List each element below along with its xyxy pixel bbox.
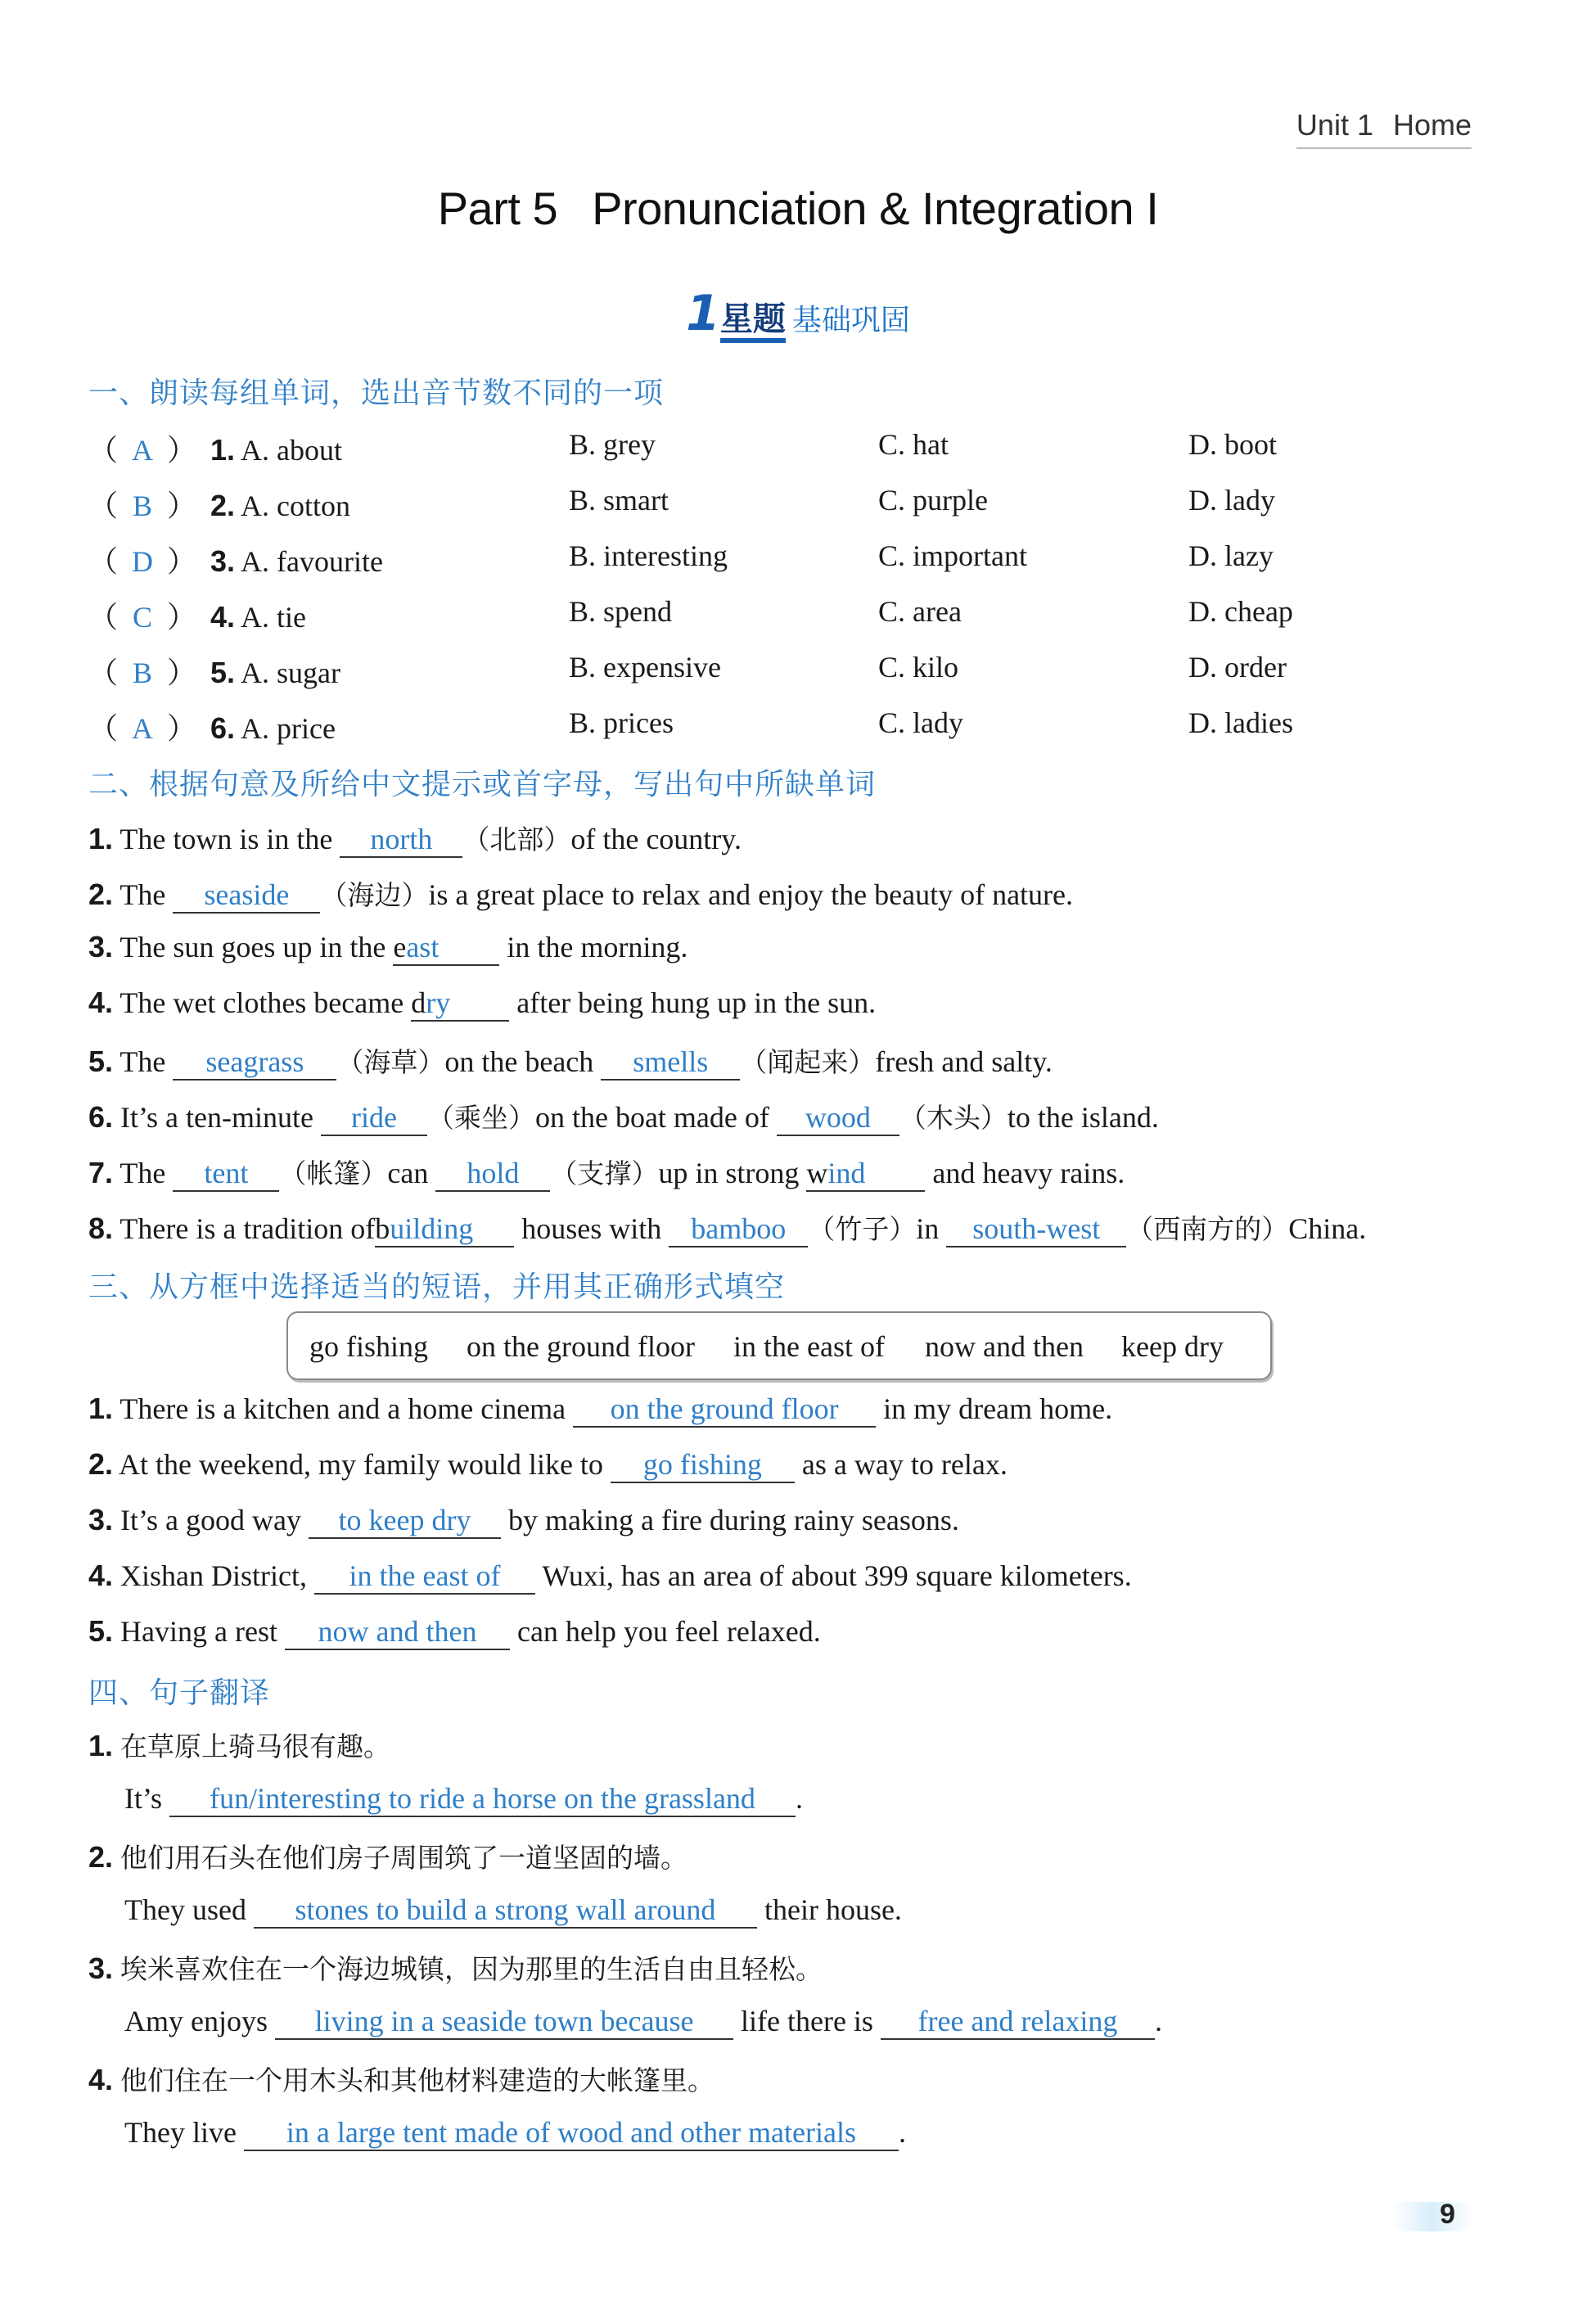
question-number: 4. [88, 2063, 114, 2096]
s3-question-3 [88, 1503, 959, 1539]
text: The [119, 1157, 166, 1189]
s1-item-6-option-b: B. prices [569, 706, 674, 739]
chinese-sentence: 在草原上骑马很有趣。 [120, 1730, 391, 1762]
chinese-hint: （木头） [899, 1102, 1008, 1134]
answer: C [133, 601, 153, 634]
answer-blank: on the ground floor [573, 1392, 876, 1428]
question-number: 3. [88, 930, 114, 963]
chinese-hint: （西南方的） [1126, 1213, 1289, 1245]
s1-item-5-option-b: B. expensive [569, 651, 721, 684]
s3-question-5 [88, 1614, 821, 1650]
chinese-sentence: 他们住在一个用木头和其他材料建造的大帐篷里。 [120, 2064, 715, 2096]
question-number: 1. [88, 1729, 114, 1762]
s1-item-4-option-b: B. spend [569, 595, 672, 628]
chinese-sentence: 他们用石头在他们房子周围筑了一道坚固的墙。 [120, 1842, 688, 1874]
phrase-item: now and then [925, 1330, 1084, 1363]
s2-question-1 [88, 819, 742, 858]
text: their house. [764, 1893, 902, 1926]
s1-item-1 [88, 427, 342, 469]
question-number: 4. [210, 600, 236, 634]
text: of the country. [570, 823, 742, 855]
s1-item-4-option-d: D. cheap [1188, 595, 1293, 628]
paren-open: （ [88, 712, 119, 745]
text: The town is in the [119, 823, 333, 855]
option-a: A. about [241, 434, 343, 467]
s2-question-7 [88, 1153, 1125, 1192]
paren-close: ） [167, 712, 197, 745]
s1-item-3-option-c: C. important [878, 539, 1027, 572]
text: up in strong [658, 1157, 800, 1189]
answer: ast [406, 931, 440, 963]
star-number: 1 [686, 285, 720, 342]
answer-blank: living in a seaside town because [275, 2005, 733, 2040]
answer: A [132, 434, 154, 467]
option-a: A. sugar [241, 656, 341, 689]
s1-item-2-option-d: D. lady [1188, 484, 1275, 517]
phrase-box [286, 1311, 1272, 1380]
s1-item-4 [88, 594, 306, 636]
given-letter: e [393, 931, 407, 963]
star-sub-label: 基础巩固 [791, 304, 910, 337]
answer-blank: wood [777, 1101, 899, 1136]
chinese-hint: （海边） [320, 879, 429, 911]
paren-open: （ [88, 601, 119, 634]
s4-question-2-prompt [88, 1837, 688, 1875]
text: and heavy rains. [932, 1157, 1125, 1189]
text: is a great place to relax and enjoy the beauty of nature. [428, 878, 1074, 911]
chinese-hint: （竹子） [808, 1213, 917, 1245]
question-number: 2. [88, 878, 114, 911]
chinese-sentence: 埃米喜欢住在一个海边城镇，因为那里的生活自由且轻松。 [120, 1953, 823, 1985]
section-4-heading: 四、句子翻译 [88, 1676, 271, 1710]
s1-item-5-option-c: C. kilo [878, 651, 959, 684]
option-a: A. favourite [241, 545, 383, 578]
question-number: 4. [88, 986, 114, 1019]
text: The sun goes up in the [119, 931, 386, 963]
answer-blank: north [340, 823, 462, 858]
s3-question-1 [88, 1392, 1112, 1428]
s4-question-1-prompt [88, 1726, 390, 1764]
answer-blank: seagrass [173, 1045, 336, 1081]
paren-open: （ [88, 490, 119, 522]
s1-item-2-option-c: C. purple [878, 484, 988, 517]
answer: ry [426, 986, 451, 1019]
s2-question-8 [88, 1208, 1366, 1247]
answer-paren [88, 539, 203, 580]
option-a: A. price [241, 712, 336, 745]
question-number: 3. [88, 1503, 114, 1536]
s1-item-3-option-d: D. lazy [1188, 539, 1274, 572]
phrase-item: in the east of [733, 1330, 885, 1363]
text: Wuxi, has an area of about 399 square kilometers. [542, 1559, 1132, 1592]
question-number: 3. [210, 544, 236, 578]
chinese-hint: （帐篷） [279, 1157, 388, 1189]
text: The [119, 878, 166, 911]
s1-item-6 [88, 706, 336, 747]
s4-question-2-answer [124, 1893, 902, 1929]
given-letter: w [806, 1157, 828, 1189]
answer-paren [88, 427, 203, 469]
page-title [0, 182, 1596, 235]
paren-close: ） [167, 601, 197, 634]
text: There is a kitchen and a home cinema [119, 1392, 566, 1425]
s1-item-2-option-b: B. smart [569, 484, 669, 517]
text: in [916, 1212, 940, 1245]
s4-question-4-prompt [88, 2060, 715, 2098]
option-a: A. cotton [241, 490, 351, 522]
text: The [119, 1045, 166, 1078]
answer-blank: free and relaxing [881, 2005, 1155, 2040]
text: by making a fire during rainy seasons. [508, 1504, 959, 1536]
text: It’s [124, 1782, 163, 1815]
given-letter: d [411, 986, 426, 1019]
text: There is a tradition of [119, 1212, 376, 1245]
text: can help you feel relaxed. [516, 1615, 821, 1648]
chinese-hint: （闻起来） [740, 1046, 876, 1078]
paren-open: （ [88, 545, 119, 578]
s1-item-6-option-c: C. lady [878, 706, 963, 739]
s2-question-3 [88, 930, 688, 966]
answer-blank: in the east of [314, 1559, 535, 1595]
s2-question-5 [88, 1041, 1053, 1081]
option-a: A. tie [241, 601, 307, 634]
star-level-badge [0, 285, 1596, 342]
text: after being hung up in the sun. [516, 986, 877, 1019]
answer-blank: now and then [285, 1615, 510, 1650]
s1-item-6-option-d: D. ladies [1188, 706, 1293, 739]
page-number: 9 [1440, 2199, 1455, 2230]
question-number: 3. [88, 1951, 114, 1985]
chinese-hint: （北部） [462, 823, 571, 855]
answer-blank [806, 1157, 925, 1192]
unit-label: Unit 1 [1296, 108, 1373, 142]
text: They live [124, 2116, 237, 2149]
text: It’s a good way [120, 1504, 301, 1536]
period: . [796, 1782, 804, 1815]
phrase-item: keep dry [1121, 1330, 1224, 1363]
s1-item-3-option-b: B. interesting [569, 539, 728, 572]
text: Amy enjoys [124, 2005, 268, 2037]
s1-item-5-option-d: D. order [1188, 651, 1287, 684]
answer-blank: smells [601, 1045, 740, 1081]
answer-paren [88, 594, 203, 636]
answer-blank: fun/interesting to ride a horse on the grassland [169, 1782, 796, 1817]
text: on the boat made of [534, 1101, 769, 1134]
answer-blank: hold [435, 1157, 550, 1192]
text: as a way to relax. [801, 1448, 1008, 1481]
question-number: 4. [88, 1559, 114, 1592]
answer-paren [88, 706, 203, 747]
s1-item-1-option-c: C. hat [878, 428, 949, 461]
text: in my dream home. [883, 1392, 1113, 1425]
answer: ind [827, 1157, 866, 1189]
part-label: Part 5 [437, 183, 558, 234]
s1-item-1-option-b: B. grey [569, 428, 656, 461]
answer-blank: stones to build a strong wall around [254, 1893, 757, 1929]
answer-blank: go fishing [611, 1448, 795, 1483]
text: life there is [741, 2005, 873, 2037]
section-3-heading: 三、从方框中选择适当的短语，并用其正确形式填空 [88, 1270, 786, 1304]
answer-blank: bamboo [669, 1212, 808, 1247]
answer: B [133, 656, 153, 689]
text: on the beach [444, 1045, 594, 1078]
paren-close: ） [167, 434, 197, 467]
answer-blank: in a large tent made of wood and other materials [244, 2116, 899, 2151]
question-number: 5. [88, 1614, 114, 1648]
text: Xishan District, [120, 1559, 308, 1592]
phrase-item: go fishing [309, 1330, 429, 1363]
question-number: 8. [88, 1211, 114, 1245]
answer: B [133, 490, 153, 522]
question-number: 2. [210, 489, 236, 522]
part-name: Pronunciation & Integration I [592, 183, 1159, 234]
answer-blank: to keep dry [309, 1504, 501, 1539]
period: . [1154, 2005, 1162, 2037]
answer-blank [393, 931, 499, 966]
text: They used [124, 1893, 246, 1926]
s2-question-2 [88, 874, 1073, 914]
s1-item-3 [88, 539, 383, 580]
page-number-background [1391, 2202, 1473, 2231]
answer-blank [411, 986, 509, 1022]
s4-question-3-answer [124, 2004, 1162, 2040]
answer-paren [88, 650, 203, 692]
given-letter: b [375, 1212, 390, 1245]
period: . [898, 2116, 906, 2149]
text: to the island. [1007, 1101, 1159, 1134]
s1-item-4-option-c: C. area [878, 595, 962, 628]
paren-open: （ [88, 656, 119, 689]
section-1-heading: 一、朗读每组单词，选出音节数不同的一项 [88, 377, 665, 410]
text: It’s a ten-minute [120, 1101, 313, 1134]
answer-paren [88, 483, 203, 525]
s4-question-1-answer [124, 1781, 803, 1817]
chinese-hint: （海草） [336, 1046, 445, 1078]
question-number: 6. [88, 1100, 114, 1134]
text: in the morning. [507, 931, 688, 963]
text: The wet clothes became [119, 986, 404, 1019]
paren-close: ） [167, 490, 197, 522]
question-number: 1. [88, 822, 114, 855]
section-2-heading: 二、根据句意及所给中文提示或首字母，写出句中所缺单词 [88, 768, 877, 801]
question-number: 5. [210, 656, 236, 689]
s2-question-6 [88, 1097, 1159, 1136]
s3-question-4 [88, 1559, 1132, 1595]
answer-blank: seaside [173, 878, 320, 914]
question-number: 6. [210, 711, 236, 745]
answer: D [132, 545, 154, 578]
unit-header [1296, 108, 1472, 149]
question-number: 1. [88, 1392, 114, 1425]
text: can [387, 1157, 429, 1189]
unit-topic: Home [1392, 108, 1472, 142]
question-number: 2. [88, 1840, 114, 1874]
chinese-hint: （乘坐） [426, 1102, 535, 1134]
s4-question-3-prompt [88, 1948, 823, 1987]
text: At the weekend, my family would like to [119, 1448, 603, 1481]
phrase-item: on the ground floor [467, 1330, 695, 1363]
answer-blank: south-west [946, 1212, 1126, 1247]
s4-question-4-answer [124, 2115, 906, 2151]
text: houses with [521, 1212, 662, 1245]
question-number: 7. [88, 1156, 114, 1189]
question-number: 1. [210, 433, 236, 467]
answer: uilding [390, 1212, 474, 1245]
answer-blank: tent [173, 1157, 279, 1192]
text: China. [1288, 1212, 1367, 1245]
paren-open: （ [88, 434, 119, 467]
question-number: 2. [88, 1447, 114, 1481]
paren-close: ） [167, 656, 197, 689]
answer-blank [375, 1212, 514, 1247]
s1-item-5 [88, 650, 340, 692]
answer-blank: ride [321, 1101, 427, 1136]
paren-close: ） [167, 545, 197, 578]
s2-question-4 [88, 986, 876, 1022]
question-number: 5. [88, 1044, 114, 1078]
s1-item-1-option-d: D. boot [1188, 428, 1277, 461]
star-main-label: 星题 [720, 300, 786, 343]
answer: A [132, 712, 154, 745]
text: fresh and salty. [875, 1045, 1053, 1078]
text: Having a rest [120, 1615, 277, 1648]
s1-item-2 [88, 483, 350, 525]
chinese-hint: （支撑） [550, 1157, 659, 1189]
s3-question-2 [88, 1447, 1008, 1483]
